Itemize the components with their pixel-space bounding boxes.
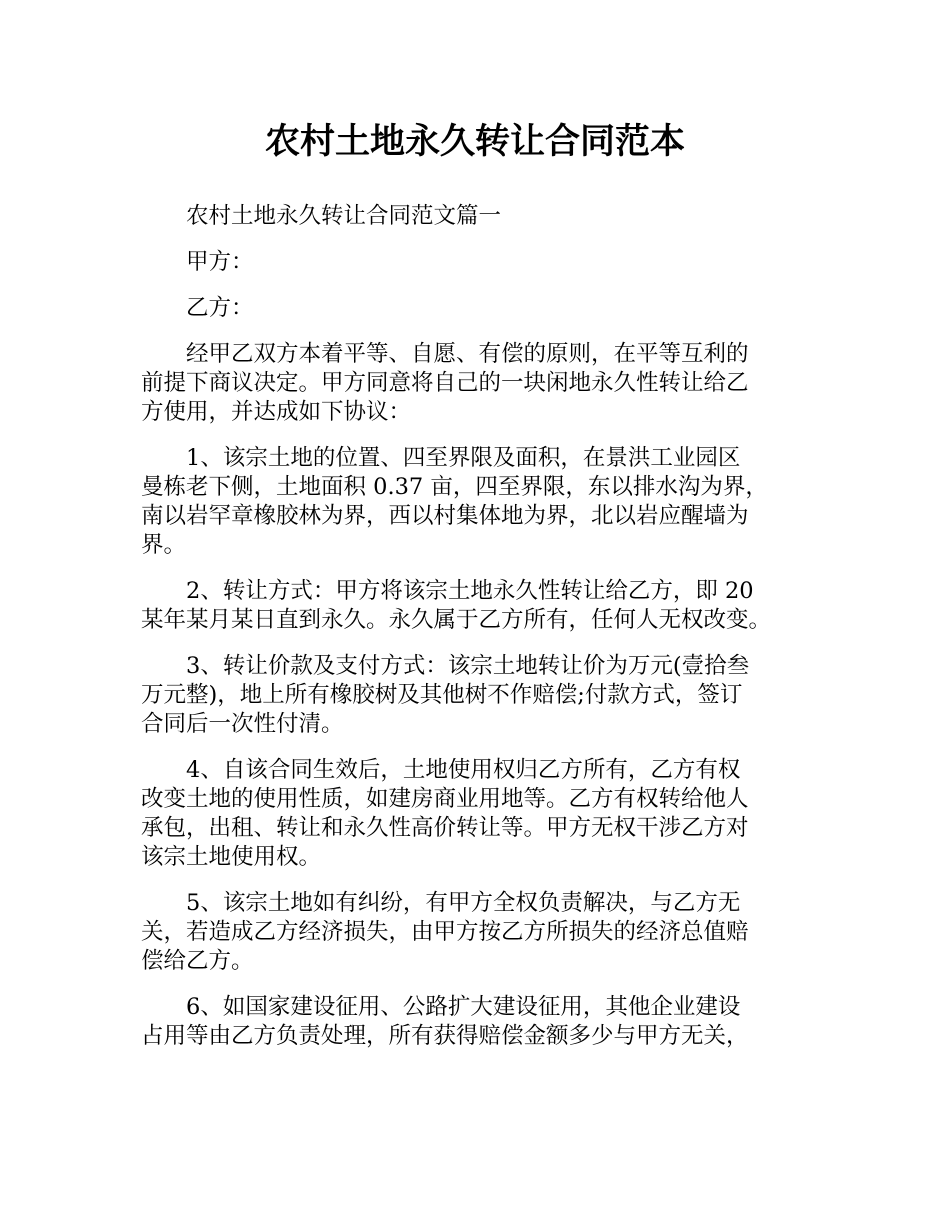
paragraph bbox=[141, 652, 816, 739]
paragraph bbox=[141, 577, 816, 635]
paragraph bbox=[141, 202, 816, 231]
paragraph-line: 6、如国家建设征用、公路扩大建设征用，其他企业建设 bbox=[186, 994, 741, 1020]
paragraph-line: 界。 bbox=[141, 532, 187, 558]
paragraph bbox=[141, 889, 816, 976]
paragraph bbox=[141, 993, 816, 1051]
paragraph-line: 农村土地永久转让合同范文篇一 bbox=[186, 203, 502, 229]
paragraph-line: 南以岩罕章橡胶林为界，西以村集体地为界，北以岩应醒墙为 bbox=[141, 503, 749, 529]
paragraph-line: 承包，出租、转让和永久性高价转让等。甲方无权干涉乙方对 bbox=[141, 815, 749, 841]
paragraph-line: 万元整)，地上所有橡胶树及其他树不作赔偿;付款方式，签订 bbox=[141, 682, 743, 708]
paragraph-line: 经甲乙双方本着平等、自愿、有偿的原则，在平等互利的 bbox=[186, 341, 749, 367]
paragraph-line: 该宗土地使用权。 bbox=[141, 844, 322, 870]
paragraph-line: 甲方： bbox=[186, 249, 254, 275]
paragraph-line: 偿给乙方。 bbox=[141, 948, 254, 974]
paragraph-line: 关，若造成乙方经济损失，由甲方按乙方所损失的经济总值赔 bbox=[141, 919, 749, 945]
paragraph-line: 某年某月某日直到永久。永久属于乙方所有，任何人无权改变。 bbox=[141, 607, 772, 633]
paragraph-line: 曼栋老下侧，土地面积 0.37 亩，四至界限，东以排水沟为界， bbox=[141, 474, 768, 500]
paragraph-line: 乙方： bbox=[186, 295, 254, 321]
paragraph-line: 占用等由乙方负责处理，所有获得赔偿金额多少与甲方无关， bbox=[141, 1023, 749, 1049]
paragraph bbox=[141, 294, 816, 323]
paragraph-line: 合同后一次性付清。 bbox=[141, 711, 344, 737]
paragraph-line: 3、转让价款及支付方式：该宗土地转让价为万元(壹拾叁 bbox=[186, 653, 750, 679]
paragraph bbox=[141, 756, 816, 872]
paragraph-line: 改变土地的使用性质，如建房商业用地等。乙方有权转给他人 bbox=[141, 786, 749, 812]
paragraph-line: 前提下商议决定。甲方同意将自己的一块闲地永久性转让给乙 bbox=[141, 370, 749, 396]
paragraph-line: 2、转让方式：甲方将该宗土地永久性转让给乙方，即 20 bbox=[186, 578, 754, 604]
paragraph-line: 5、该宗土地如有纠纷，有甲方全权负责解决，与乙方无 bbox=[186, 890, 741, 916]
paragraph bbox=[141, 444, 816, 560]
paragraph-line: 1、该宗土地的位置、四至界限及面积，在景洪工业园区 bbox=[186, 445, 741, 471]
paragraph-line: 4、自该合同生效后，土地使用权归乙方所有，乙方有权 bbox=[186, 757, 741, 783]
document-body bbox=[141, 202, 816, 1068]
paragraph bbox=[141, 248, 816, 277]
document-title: 农村土地永久转让合同范本 bbox=[264, 122, 685, 162]
paragraph bbox=[141, 340, 816, 427]
paragraph-line: 方使用，并达成如下协议： bbox=[141, 399, 412, 425]
